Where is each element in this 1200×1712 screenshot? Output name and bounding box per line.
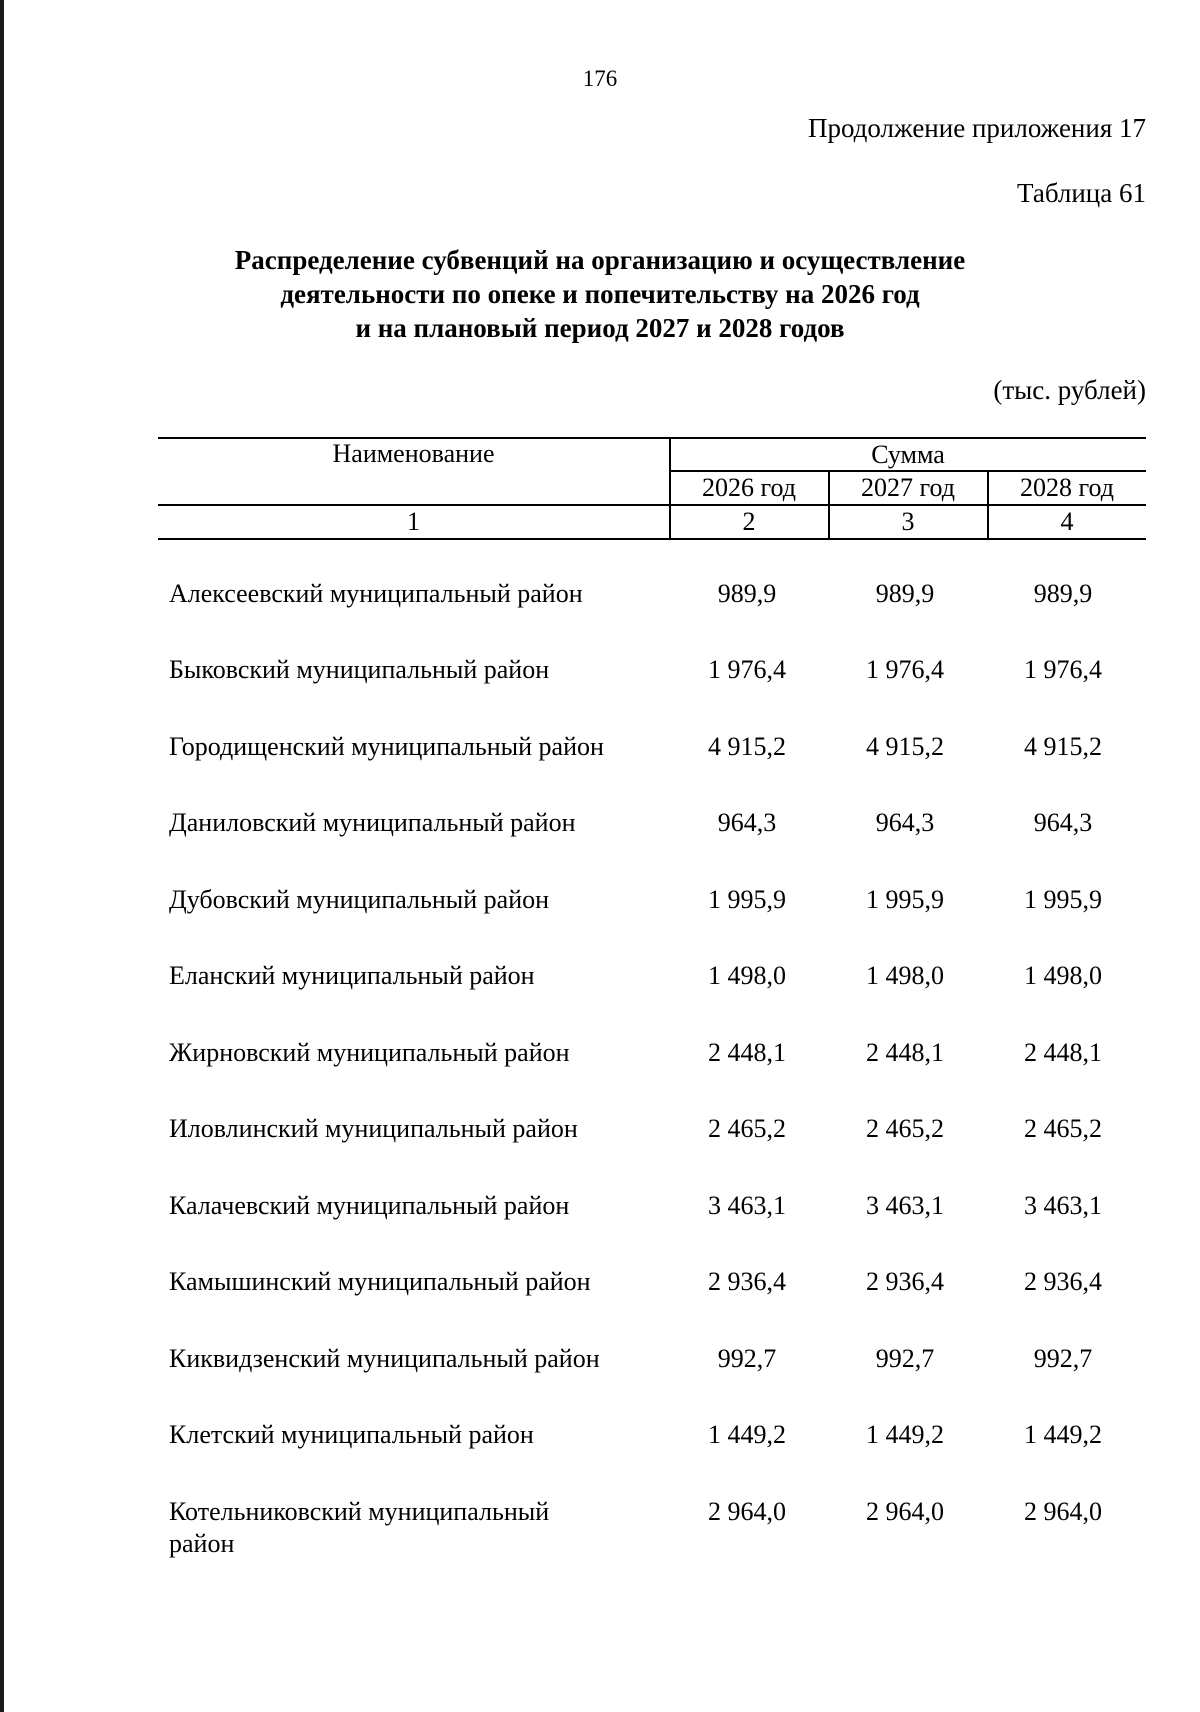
row-name: Алексеевский муниципальный район	[169, 579, 583, 608]
row-value-2026: 2 936,4	[708, 1267, 786, 1296]
header-name-col: Наименование	[332, 439, 495, 468]
row-value-2026: 1 449,2	[708, 1420, 786, 1449]
row-value-2028: 2 448,1	[1024, 1038, 1102, 1067]
header-sum-col: Сумма	[871, 440, 945, 469]
row-value-2027: 1 498,0	[866, 961, 944, 990]
row-name: Городищенский муниципальный район	[169, 732, 604, 761]
header-mid-rule	[158, 504, 1146, 506]
row-name: Еланский муниципальный район	[169, 961, 535, 990]
row-name: Клетский муниципальный район	[169, 1420, 534, 1449]
row-name: Иловлинский муниципальный район	[169, 1114, 578, 1143]
table-row	[0, 807, 1200, 883]
row-value-2027: 2 964,0	[866, 1497, 944, 1526]
row-value-2028: 3 463,1	[1024, 1191, 1102, 1220]
row-value-2026: 2 465,2	[708, 1114, 786, 1143]
header-year-2027: 2027 год	[861, 473, 955, 502]
row-value-2028: 1 976,4	[1024, 655, 1102, 684]
row-name: Даниловский муниципальный район	[169, 808, 576, 837]
table-row	[0, 1037, 1200, 1113]
row-value-2026: 3 463,1	[708, 1191, 786, 1220]
row-name: Калачевский муниципальный район	[169, 1191, 570, 1220]
table-row	[0, 578, 1200, 654]
row-value-2027: 2 465,2	[866, 1114, 944, 1143]
table-header	[158, 437, 1146, 539]
document-title	[0, 243, 1200, 345]
row-value-2026: 1 498,0	[708, 961, 786, 990]
row-name: Камышинский муниципальный район	[169, 1267, 591, 1296]
title-line: деятельности по опеке и попечительству на 2026 год	[280, 279, 920, 309]
row-value-2026: 2 448,1	[708, 1038, 786, 1067]
row-value-2028: 1 995,9	[1024, 885, 1102, 914]
header-bottom-rule	[158, 538, 1146, 540]
row-value-2027: 1 976,4	[866, 655, 944, 684]
table-row	[0, 1266, 1200, 1342]
title-line: и на плановый период 2027 и 2028 годов	[355, 313, 845, 343]
row-value-2026: 4 915,2	[708, 732, 786, 761]
units-label: (тыс. рублей)	[993, 375, 1146, 405]
title-line: Распределение субвенций на организацию и осуществление	[234, 245, 966, 275]
header-col-number: 1	[407, 507, 420, 536]
row-value-2028: 1 449,2	[1024, 1420, 1102, 1449]
row-value-2028: 992,7	[1033, 1344, 1093, 1373]
row-value-2026: 964,3	[717, 808, 777, 837]
table-row	[0, 1419, 1200, 1495]
table-row	[0, 1190, 1200, 1266]
row-name: Дубовский муниципальный район	[169, 885, 550, 914]
table-row	[0, 1343, 1200, 1419]
row-value-2026: 989,9	[717, 579, 777, 608]
row-value-2028: 964,3	[1033, 808, 1093, 837]
row-value-2027: 1 449,2	[866, 1420, 944, 1449]
row-value-2028: 989,9	[1033, 579, 1093, 608]
row-value-2028: 2 465,2	[1024, 1114, 1102, 1143]
header-year-2026: 2026 год	[702, 473, 796, 502]
table-row	[0, 1113, 1200, 1189]
page-number: 176	[582, 66, 618, 91]
row-value-2026: 2 964,0	[708, 1497, 786, 1526]
row-value-2028: 2 936,4	[1024, 1267, 1102, 1296]
row-value-2028: 2 964,0	[1024, 1497, 1102, 1526]
row-name: Быковский муниципальный район	[169, 655, 550, 684]
table-row	[0, 654, 1200, 730]
header-year-2028: 2028 год	[1020, 473, 1114, 502]
header-col-number: 4	[1060, 507, 1074, 536]
row-value-2027: 989,9	[875, 579, 935, 608]
table-row	[0, 884, 1200, 960]
table-row	[0, 1496, 1200, 1572]
table-row	[0, 731, 1200, 807]
table-row	[0, 960, 1200, 1036]
row-value-2027: 2 448,1	[866, 1038, 944, 1067]
row-value-2026: 1 976,4	[708, 655, 786, 684]
row-value-2027: 2 936,4	[866, 1267, 944, 1296]
header-col-number: 3	[901, 507, 915, 536]
row-name: Жирновский муниципальный район	[169, 1038, 570, 1067]
row-value-2028: 4 915,2	[1024, 732, 1102, 761]
appendix-note: Продолжение приложения 17	[807, 113, 1146, 143]
row-value-2027: 3 463,1	[866, 1191, 944, 1220]
row-value-2028: 1 498,0	[1024, 961, 1102, 990]
row-name: Киквидзенский муниципальный район	[169, 1344, 600, 1373]
row-value-2027: 992,7	[875, 1344, 935, 1373]
header-col-number: 2	[742, 507, 756, 536]
row-value-2027: 4 915,2	[866, 732, 944, 761]
table-number: Таблица 61	[1017, 178, 1146, 208]
row-value-2026: 992,7	[717, 1344, 777, 1373]
row-value-2027: 1 995,9	[866, 885, 944, 914]
header-year-rule	[670, 470, 1146, 472]
row-name: Котельниковский муниципальный район	[169, 1497, 550, 1558]
row-value-2026: 1 995,9	[708, 885, 786, 914]
row-value-2027: 964,3	[875, 808, 935, 837]
